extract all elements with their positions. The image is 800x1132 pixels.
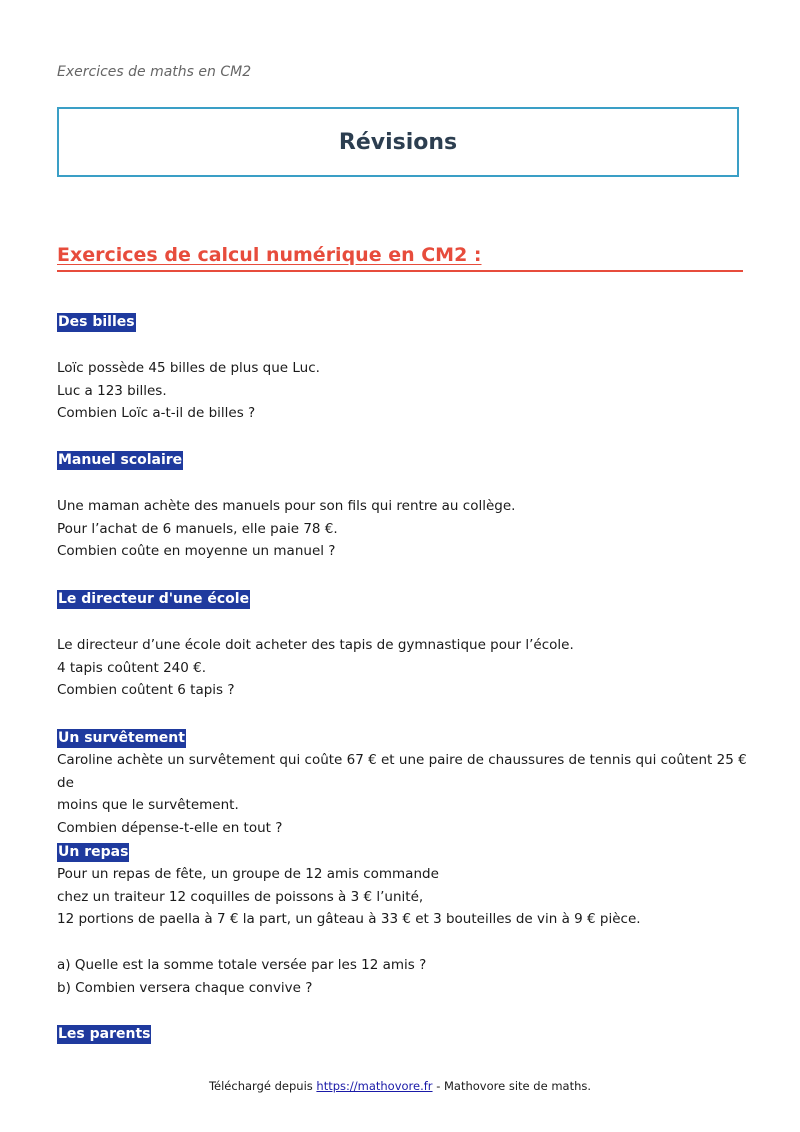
exercise-title-parents: Les parents [58,1026,151,1042]
exercise-line: chez un traiteur 12 coquilles de poissons à 3 € l’unité, [57,888,424,905]
exercise-title-survetement: Un survêtement [58,730,185,746]
title-box [57,107,739,177]
exercise-title-directeur: Le directeur d'une école [58,591,250,607]
exercise-line: Loïc possède 45 billes de plus que Luc. [57,360,320,376]
exercise-body-repas [57,863,747,999]
section-heading-text: Exercices de calcul numérique en CM2 : [57,244,482,266]
exercise-line: Pour un repas de fête, un groupe de 12 amis commande [57,866,439,882]
exercise-line: Combien coûtent 6 tapis ? [57,682,235,699]
exercise-body-billes [57,357,747,425]
exercise-line: Pour l’achat de 6 manuels, elle paie 78 €. [57,520,338,537]
exercise-line: 4 tapis coûtent 240 €. [57,659,207,676]
exercise-line: Combien coûte en moyenne un manuel ? [57,543,336,560]
exercise-line: a) Quelle est la somme totale versée par les 12 amis ? [57,956,427,973]
exercise-title-billes: Des billes [58,314,135,330]
exercise-line: Luc a 123 billes. [57,382,167,399]
page-header: Exercices de maths en CM2 [57,64,252,80]
exercise-line: Le directeur d’une école doit acheter des tapis de gymnastique pour l’école. [57,637,574,653]
exercise-line: Une maman achète des manuels pour son fils qui rentre au collège. [57,498,516,514]
exercise-line: Combien Loïc a-t-il de billes ? [57,405,256,422]
exercise-body-survetement [57,749,751,840]
exercise-line: b) Combien versera chaque convive ? [57,979,313,996]
exercise-body-manuel [57,495,747,563]
footer-prefix: Téléchargé depuis [208,1079,317,1093]
exercise-line: moins que le survêtement. [57,797,239,814]
exercise-line-blank [57,931,747,954]
exercise-line: Combien dépense-t-elle en tout ? [57,820,283,837]
exercise-title-manuel: Manuel scolaire [58,452,183,468]
footer-suffix: - Mathovore site de maths. [432,1079,592,1093]
exercise-body-directeur [57,634,747,702]
footer [0,1079,800,1093]
section-heading [57,244,743,272]
footer-link[interactable]: https://mathovore.fr [316,1079,433,1093]
exercise-line: Caroline achète un survêtement qui coûte 67 € et une paire de chaussures de tennis qui coûtent 25 € de [57,752,751,791]
exercise-line: 12 portions de paella à 7 € la part, un gâteau à 33 € et 3 bouteilles de vin à 9 € pièce. [57,911,641,928]
page-title: Révisions [338,129,458,155]
exercise-title-repas: Un repas [58,844,129,860]
